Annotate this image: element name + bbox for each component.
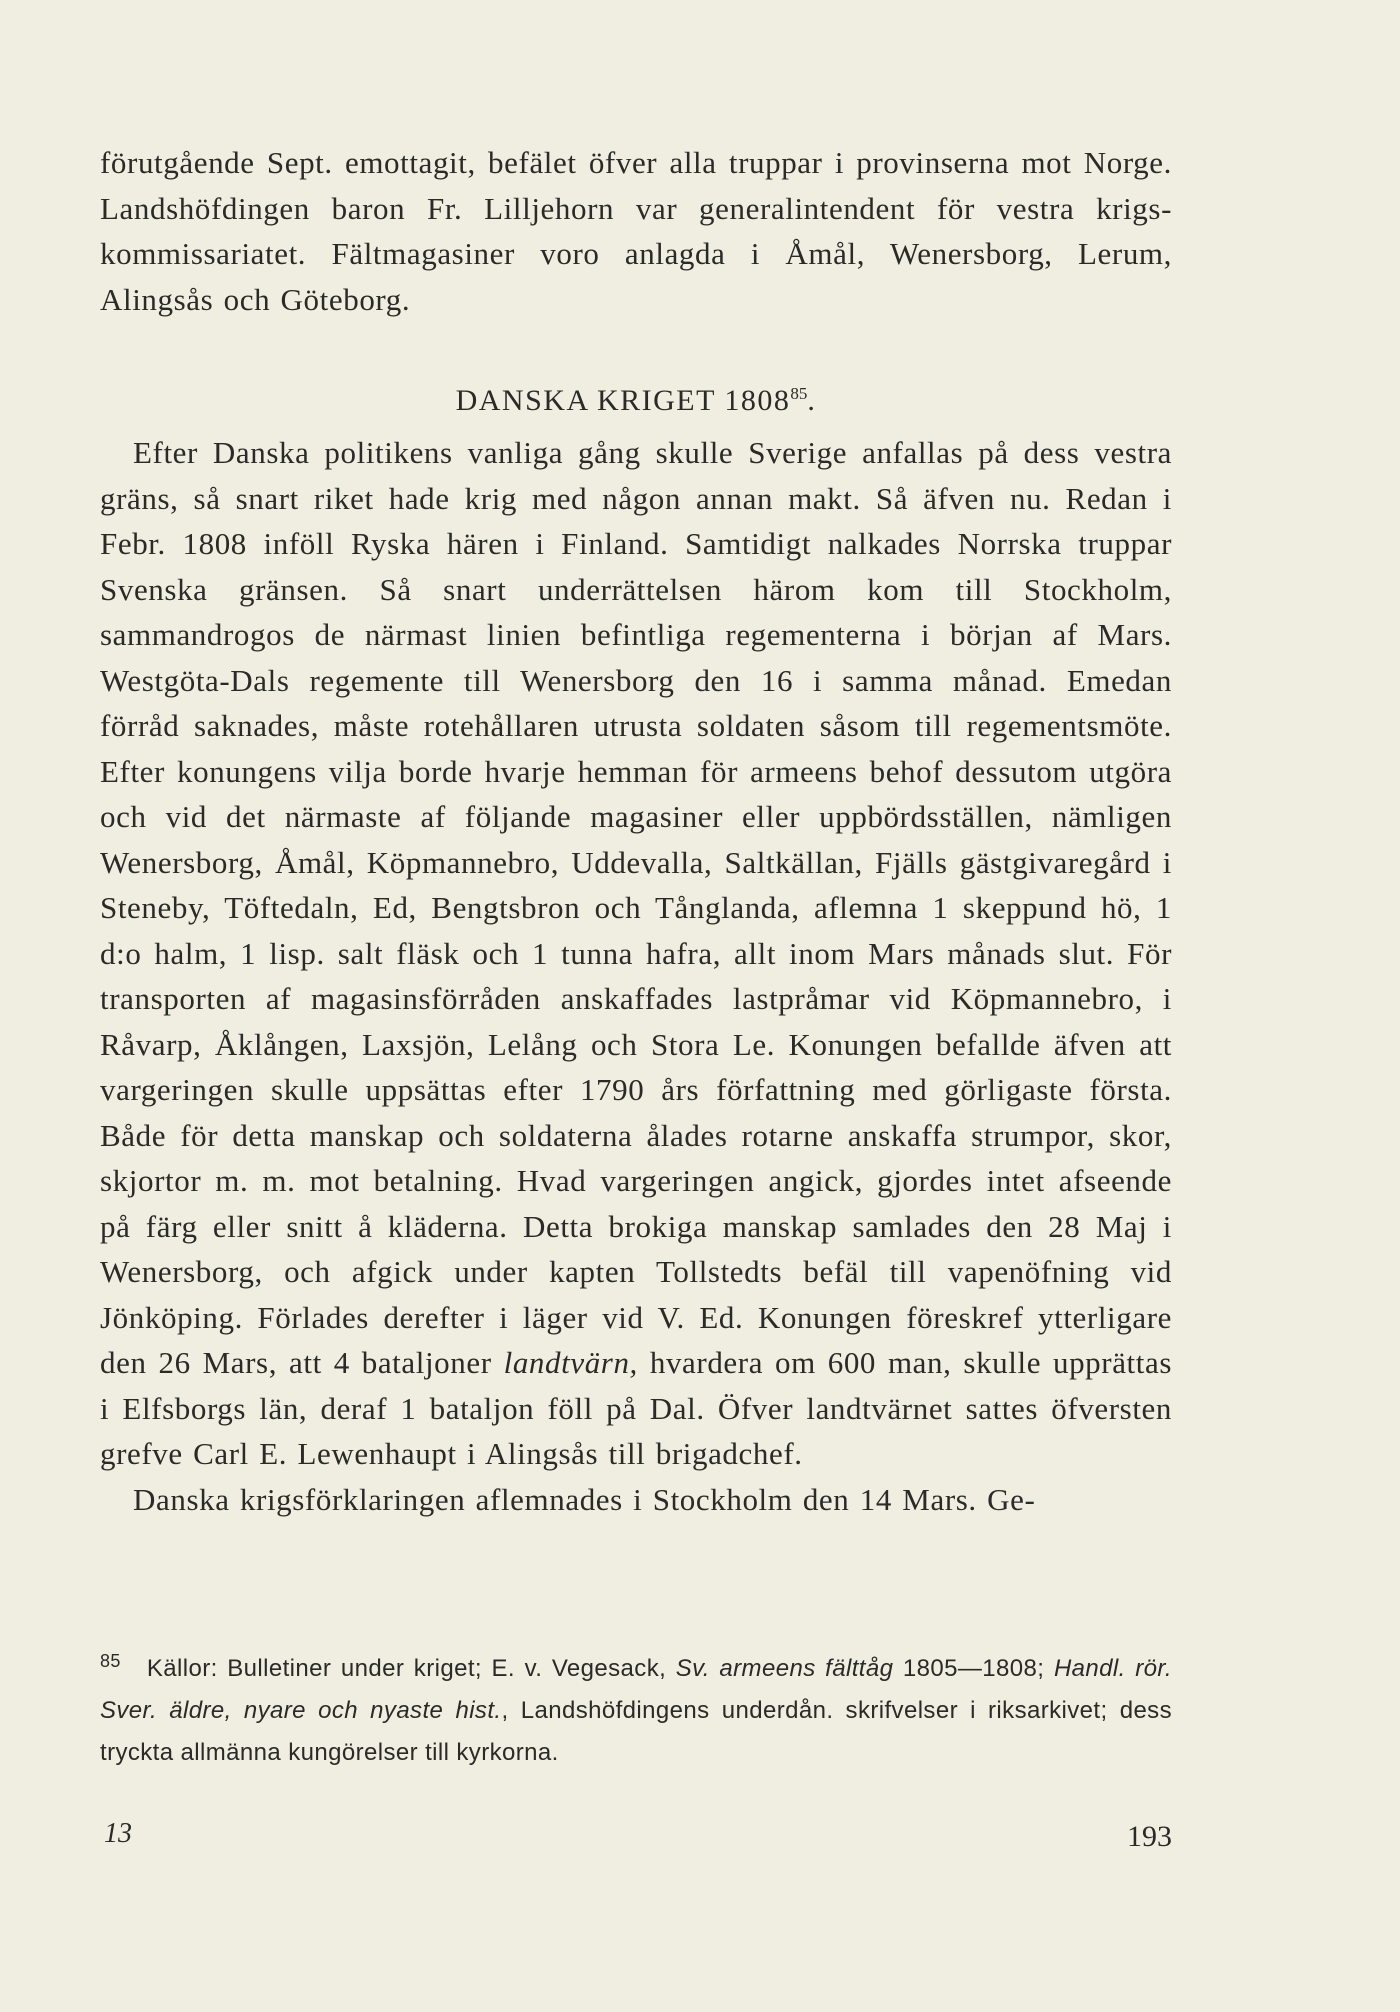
footnote-text-3: , Landshöfdingens underdån. skrifvelser i riksarkivet; dess tryckta allmänna kungörelser till kyrkorna.	[100, 1697, 1172, 1766]
footnote-text-1: Källor: Bulletiner under kriget; E. v. Vegesack,	[146, 1655, 676, 1682]
page-number: 193	[1127, 1820, 1172, 1853]
footnote	[100, 1648, 1172, 1774]
page-body	[100, 140, 1172, 1522]
body-italic-term: landtvärn,	[503, 1345, 638, 1380]
heading-trailing: .	[807, 384, 817, 417]
final-paragraph: Danska krigsförklaringen aflemnades i Stockholm den 14 Mars. Ge-	[133, 1481, 1036, 1517]
footnote-italic-2: Handl. rör. Sver. äldre, nyare och nyaste hist.	[100, 1655, 1172, 1724]
signature-mark: 13	[104, 1818, 132, 1849]
intro-paragraph: förutgående Sept. emottagit, befälet öfver alla truppar i provinserna mot Norge. Landshöfdingen baron Fr. Lilljehorn var generalintendent för vestra krigs-kommissariatet. Fältmagasiner voro anlagda i Åmål, Wenersborg, Lerum, Alingsås och Göteborg.	[100, 145, 1172, 317]
heading-title: DANSKA KRIGET 1808	[455, 384, 791, 417]
footnote-italic-1: Sv. armeens fälttåg	[675, 1655, 894, 1682]
body-text-1: Efter Danska politikens vanliga gång skulle Sverige anfallas på dess vestra gräns, så snart riket hade krig med någon annan makt. Så äfven nu. Redan i Febr. 1808 inföll Ryska hären i Finland. Samtidigt nalkades Norrska truppar Svenska gränsen. Så snart underrättelsen härom kom till Stockholm, sammandrogos de närmast linien befintliga regementerna i början af Mars. Westgöta-Dals regemente till Wenersborg den 16 i samma månad. Emedan förråd saknades, måste rotehållaren utrusta soldaten såsom till regementsmöte. Efter konungens vilja borde hvarje hemman för armeens behof dessutom utgöra och vid det närmaste af följande magasiner eller uppbördsställen, nämligen Wenersborg, Åmål, Köpmannebro, Uddevalla, Saltkällan, Fjälls gästgivaregård i Steneby, Töftedaln, Ed, Bengtsbron och Tånglanda, aflemna 1 skeppund hö, 1 d:o halm, 1 lisp. salt fläsk och 1 tunna hafra, allt inom Mars månads slut. För transporten af magasinsförråden anskaffades lastpråmar vid Köpmannebro, i Råvarp, Åklången, Laxsjön, Lelång och Stora Le. Konungen befallde äfven att vargeringen skulle uppsättas efter 1790 års författning med görligaste första. Både för detta manskap och soldaterna ålades rotarne anskaffa strumpor, skor, skjortor m. m. mot betalning. Hvad vargeringen angick, gjordes intet afseende på färg eller snitt å kläderna. Detta brokiga manskap samlades den 28 Maj i Wenersborg, och afgick under kapten Tollstedts befäl till vapenöfning vid Jönköping. Förlades derefter i läger vid V. Ed. Konungen föreskref ytterligare den 26 Mars, att 4 bataljoner	[100, 435, 1172, 1380]
heading-footnote-ref: 85	[790, 384, 808, 403]
footnote-number: 85	[100, 1651, 121, 1671]
body-text-2: hvardera om 600 man, skulle upprättas i Elfsborgs län, deraf 1 bataljon föll på Dal. Öfver landtvärnet sattes öfversten grefve Carl E. Lewenhaupt i Alingsås till brigadchef.	[100, 1345, 1173, 1471]
footnote-text-2: 1805—1808;	[893, 1655, 1054, 1682]
section-heading	[100, 378, 1172, 424]
body-paragraph	[100, 430, 1172, 1477]
